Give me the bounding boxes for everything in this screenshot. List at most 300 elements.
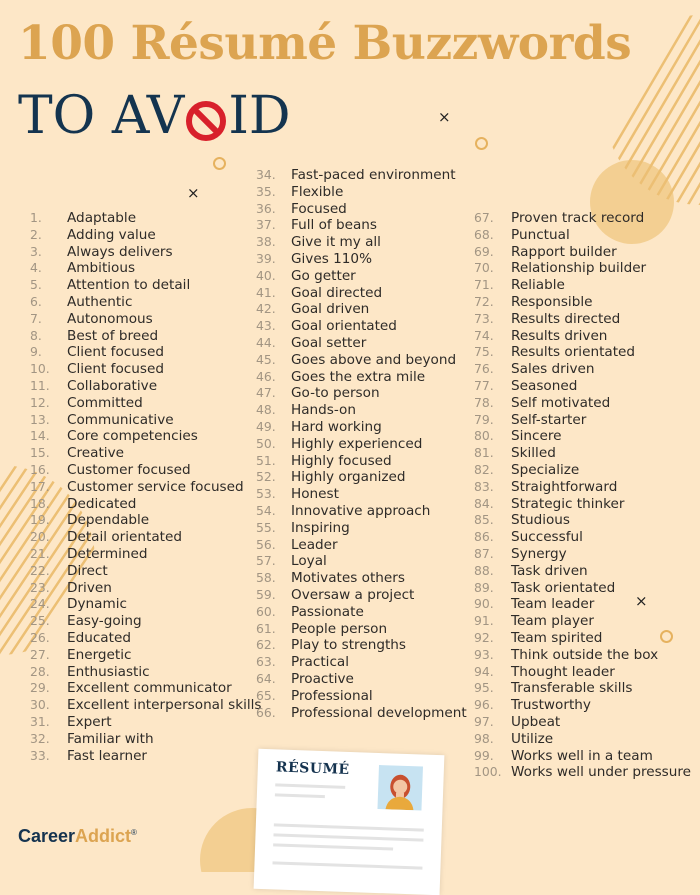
- item-number: 15.: [30, 445, 50, 461]
- buzzword-item: [30, 244, 261, 261]
- item-text: Direct: [67, 562, 108, 579]
- item-number: 62.: [256, 637, 276, 653]
- item-text: Familiar with: [67, 730, 154, 747]
- item-number: 19.: [30, 512, 50, 528]
- item-text: Goes the extra mile: [291, 368, 426, 385]
- buzzword-item: [256, 419, 467, 436]
- item-number: 91.: [474, 613, 494, 629]
- item-number: 44.: [256, 334, 276, 350]
- item-number: 70.: [474, 260, 494, 276]
- item-number: 30.: [30, 697, 50, 713]
- buzzword-item: [30, 260, 261, 277]
- item-number: 39.: [256, 250, 276, 266]
- buzzword-item: [474, 294, 691, 311]
- item-number: 13.: [30, 411, 50, 427]
- buzzword-item: [474, 428, 691, 445]
- buzzword-item: [30, 210, 261, 227]
- buzzword-item: [256, 251, 467, 268]
- item-number: 100.: [474, 764, 502, 780]
- item-number: 63.: [256, 654, 276, 670]
- item-text: Professional: [291, 687, 373, 704]
- buzzword-item: [30, 277, 261, 294]
- buzzword-item: [256, 688, 467, 705]
- item-number: 50.: [256, 435, 276, 451]
- buzzword-item: [256, 301, 467, 318]
- item-text: Specialize: [511, 461, 580, 478]
- buzzword-item: [256, 402, 467, 419]
- buzzword-item: [474, 210, 691, 227]
- item-text: Proven track record: [511, 210, 645, 226]
- item-text: Dedicated: [67, 495, 137, 512]
- buzzword-item: [474, 412, 691, 429]
- buzzword-item: [474, 680, 691, 697]
- item-number: 41.: [256, 284, 276, 300]
- item-number: 29.: [30, 680, 50, 696]
- item-text: Punctual: [511, 226, 570, 243]
- buzzword-item: [474, 664, 691, 681]
- item-number: 57.: [256, 553, 276, 569]
- item-number: 99.: [474, 747, 494, 763]
- buzzword-item: [256, 335, 467, 352]
- item-text: Attention to detail: [67, 277, 191, 294]
- buzzword-item: [30, 412, 261, 429]
- item-text: Expert: [67, 713, 112, 730]
- buzzword-item: [30, 479, 261, 496]
- resume-line: [273, 843, 393, 850]
- item-text: Detail orientated: [67, 529, 183, 546]
- item-text: Customer service focused: [67, 478, 244, 495]
- item-number: 67.: [474, 210, 494, 225]
- item-text: Seasoned: [511, 377, 578, 394]
- item-number: 51.: [256, 452, 276, 468]
- item-number: 81.: [474, 445, 494, 461]
- buzzword-item: [30, 462, 261, 479]
- cross-decoration: ×: [187, 184, 200, 202]
- buzzword-item: [474, 328, 691, 345]
- item-number: 9.: [30, 344, 42, 360]
- item-text: Leader: [291, 536, 338, 553]
- item-number: 61.: [256, 620, 276, 636]
- item-text: Practical: [291, 654, 350, 671]
- item-number: 95.: [474, 680, 494, 696]
- item-text: Straightforward: [511, 478, 618, 495]
- item-text: Task driven: [511, 562, 588, 579]
- item-number: 4.: [30, 260, 42, 276]
- item-number: 31.: [30, 713, 50, 729]
- item-number: 94.: [474, 663, 494, 679]
- item-text: Inspiring: [291, 519, 350, 536]
- buzzword-list-column-1: [30, 210, 261, 764]
- careeraddict-logo: CareerAddict®: [18, 826, 137, 846]
- item-text: Results directed: [511, 310, 621, 327]
- item-number: 77.: [474, 377, 494, 393]
- item-number: 17.: [30, 478, 50, 494]
- item-number: 66.: [256, 704, 276, 720]
- buzzword-item: [256, 436, 467, 453]
- item-number: 47.: [256, 385, 276, 401]
- item-number: 71.: [474, 277, 494, 293]
- item-text: Adding value: [67, 226, 156, 243]
- subtitle-text-start: TO AV: [18, 86, 185, 146]
- buzzword-item: [256, 469, 467, 486]
- item-number: 22.: [30, 562, 50, 578]
- buzzword-item: [474, 613, 691, 630]
- item-number: 35.: [256, 183, 276, 199]
- buzzword-item: [30, 428, 261, 445]
- item-number: 28.: [30, 663, 50, 679]
- item-number: 64.: [256, 670, 276, 686]
- item-text: Excellent communicator: [67, 680, 232, 697]
- buzzword-item: [474, 580, 691, 597]
- item-text: Client focused: [67, 361, 164, 378]
- buzzword-item: [256, 537, 467, 554]
- item-text: Collaborative: [67, 377, 158, 394]
- item-text: Proactive: [291, 670, 354, 687]
- buzzword-item: [256, 553, 467, 570]
- item-text: People person: [291, 620, 388, 637]
- buzzword-item: [256, 234, 467, 251]
- item-text: Studious: [511, 512, 570, 529]
- item-number: 74.: [474, 327, 494, 343]
- item-number: 42.: [256, 301, 276, 317]
- item-number: 90.: [474, 596, 494, 612]
- item-text: Responsible: [511, 293, 593, 310]
- item-number: 60.: [256, 603, 276, 619]
- buzzword-item: [474, 529, 691, 546]
- buzzword-item: [256, 671, 467, 688]
- buzzword-item: [474, 260, 691, 277]
- item-number: 34.: [256, 167, 276, 182]
- item-number: 20.: [30, 529, 50, 545]
- buzzword-item: [256, 184, 467, 201]
- cross-decoration: ×: [438, 108, 451, 126]
- item-text: Results driven: [511, 327, 608, 344]
- item-text: Relationship builder: [511, 260, 647, 277]
- item-number: 36.: [256, 200, 276, 216]
- buzzword-item: [256, 637, 467, 654]
- buzzword-item: [30, 328, 261, 345]
- item-number: 59.: [256, 586, 276, 602]
- item-text: Play to strengths: [291, 637, 406, 654]
- item-number: 54.: [256, 502, 276, 518]
- item-text: Flexible: [291, 183, 344, 200]
- item-number: 82.: [474, 461, 494, 477]
- item-text: Go getter: [291, 267, 356, 284]
- buzzword-item: [30, 563, 261, 580]
- item-text: Oversaw a project: [291, 586, 415, 603]
- item-number: 1.: [30, 210, 42, 225]
- item-text: Give it my all: [291, 234, 381, 251]
- item-number: 85.: [474, 512, 494, 528]
- item-number: 79.: [474, 411, 494, 427]
- item-text: Trustworthy: [511, 697, 591, 714]
- item-number: 23.: [30, 579, 50, 595]
- item-text: Utilize: [511, 730, 554, 747]
- item-text: Core competencies: [67, 428, 198, 445]
- item-number: 52.: [256, 469, 276, 485]
- page-title: 100 Résumé Buzzwords: [18, 16, 632, 71]
- item-text: Determined: [67, 545, 148, 562]
- item-text: Innovative approach: [291, 502, 431, 519]
- item-number: 87.: [474, 545, 494, 561]
- buzzword-item: [474, 697, 691, 714]
- item-number: 76.: [474, 361, 494, 377]
- resume-line: [275, 793, 325, 798]
- item-number: 25.: [30, 613, 50, 629]
- item-text: Communicative: [67, 411, 174, 428]
- buzzword-item: [256, 503, 467, 520]
- item-text: Focused: [291, 200, 347, 217]
- item-text: Professional development: [291, 704, 467, 721]
- item-text: Motivates others: [291, 570, 405, 587]
- item-text: Customer focused: [67, 461, 191, 478]
- item-text: Reliable: [511, 277, 565, 294]
- item-text: Thought leader: [511, 663, 615, 680]
- item-number: 89.: [474, 579, 494, 595]
- buzzword-item: [474, 764, 691, 781]
- buzzword-item: [256, 570, 467, 587]
- item-text: Goal setter: [291, 334, 367, 351]
- ring-decoration: [475, 137, 488, 150]
- buzzword-item: [30, 529, 261, 546]
- buzzword-item: [474, 546, 691, 563]
- item-text: Works well under pressure: [511, 764, 692, 781]
- item-number: 33.: [30, 747, 50, 763]
- item-text: Self motivated: [511, 394, 611, 411]
- item-number: 48.: [256, 402, 276, 418]
- item-number: 73.: [474, 310, 494, 326]
- item-text: Transferable skills: [511, 680, 633, 697]
- item-number: 53.: [256, 486, 276, 502]
- item-text: Ambitious: [67, 260, 136, 277]
- buzzword-item: [474, 592, 691, 613]
- buzzword-item: [30, 748, 261, 765]
- item-text: Goal orientated: [291, 318, 397, 335]
- item-number: 11.: [30, 377, 50, 393]
- item-text: Driven: [67, 579, 112, 596]
- buzzword-item: [474, 361, 691, 378]
- item-text: Highly organized: [291, 469, 406, 486]
- item-number: 12.: [30, 394, 50, 410]
- buzzword-item: [474, 344, 691, 361]
- item-text: Go-to person: [291, 385, 380, 402]
- item-number: 72.: [474, 293, 494, 309]
- item-text: Sales driven: [511, 361, 595, 378]
- item-number: 43.: [256, 318, 276, 334]
- item-number: 2.: [30, 226, 42, 242]
- buzzword-item: [256, 453, 467, 470]
- item-text: Energetic: [67, 646, 132, 663]
- buzzword-item: [30, 294, 261, 311]
- buzzword-item: [474, 378, 691, 395]
- resume-line: [275, 783, 345, 788]
- item-number: 16.: [30, 461, 50, 477]
- item-text: Enthusiastic: [67, 663, 150, 680]
- item-text: Gives 110%: [291, 250, 372, 267]
- item-number: 5.: [30, 277, 42, 293]
- item-number: 56.: [256, 536, 276, 552]
- buzzword-item: [30, 395, 261, 412]
- buzzword-item: [256, 654, 467, 671]
- item-text: Upbeat: [511, 713, 561, 730]
- item-number: 58.: [256, 570, 276, 586]
- item-text: Creative: [67, 445, 124, 462]
- item-text: Sincere: [511, 428, 562, 445]
- buzzword-item: [30, 697, 261, 714]
- buzzword-item: [30, 714, 261, 731]
- item-text: Skilled: [511, 445, 556, 462]
- buzzword-item: [256, 520, 467, 537]
- buzzword-item: [256, 217, 467, 234]
- item-text: Team player: [511, 613, 594, 630]
- item-text: Dynamic: [67, 596, 127, 613]
- item-number: 98.: [474, 730, 494, 746]
- item-number: 92.: [474, 629, 494, 645]
- item-number: 78.: [474, 394, 494, 410]
- buzzword-item: [30, 630, 261, 647]
- item-text: Fast learner: [67, 747, 148, 764]
- item-number: 65.: [256, 687, 276, 703]
- resume-line: [273, 833, 423, 841]
- item-text: Client focused: [67, 344, 164, 361]
- item-text: Loyal: [291, 553, 327, 570]
- buzzword-item: [256, 167, 467, 184]
- resume-line: [272, 861, 422, 869]
- item-text: Strategic thinker: [511, 495, 625, 512]
- item-number: 55.: [256, 519, 276, 535]
- buzzword-item: [30, 546, 261, 563]
- buzzword-item: [474, 479, 691, 496]
- item-number: 93.: [474, 646, 494, 662]
- buzzword-item: [256, 369, 467, 386]
- ring-decoration: [213, 157, 226, 170]
- buzzword-item: [30, 445, 261, 462]
- item-number: 10.: [30, 361, 50, 377]
- buzzword-item: [256, 587, 467, 604]
- item-text: Easy-going: [67, 613, 142, 630]
- item-text: Passionate: [291, 603, 364, 620]
- page-subtitle: [18, 86, 291, 146]
- buzzword-item: [30, 378, 261, 395]
- item-number: 18.: [30, 495, 50, 511]
- buzzword-item: [256, 268, 467, 285]
- resume-card: [254, 749, 445, 895]
- item-number: 86.: [474, 529, 494, 545]
- person-avatar-icon: [377, 765, 423, 811]
- item-text: Best of breed: [67, 327, 159, 344]
- buzzword-item: [30, 227, 261, 244]
- buzzword-item: [474, 395, 691, 412]
- item-text: Hands-on: [291, 402, 356, 419]
- item-text: Excellent interpersonal skills: [67, 697, 262, 714]
- item-text: Team leader: [511, 596, 595, 613]
- item-number: 8.: [30, 327, 42, 343]
- item-text: Hard working: [291, 418, 382, 435]
- buzzword-item: [30, 680, 261, 697]
- item-number: 45.: [256, 351, 276, 367]
- buzzword-item: [256, 705, 467, 722]
- item-number: 97.: [474, 713, 494, 729]
- item-text: Team spirited: [511, 629, 603, 646]
- item-text: Educated: [67, 629, 131, 646]
- buzzword-item: [30, 596, 261, 613]
- item-text: Rapport builder: [511, 243, 617, 260]
- buzzword-item: [474, 311, 691, 328]
- item-number: 75.: [474, 344, 494, 360]
- item-number: 26.: [30, 629, 50, 645]
- item-text: Goal driven: [291, 301, 370, 318]
- item-text: Synergy: [511, 545, 567, 562]
- item-text: Honest: [291, 486, 339, 503]
- item-number: 40.: [256, 267, 276, 283]
- item-number: 14.: [30, 428, 50, 444]
- item-text: Autonomous: [67, 310, 153, 327]
- item-text: Goes above and beyond: [291, 351, 457, 368]
- item-text: Authentic: [67, 293, 133, 310]
- item-text: Works well in a team: [511, 747, 653, 764]
- item-text: Self-starter: [511, 411, 587, 428]
- resume-card-title: RÉSUMÉ: [275, 759, 350, 778]
- buzzword-item: [474, 496, 691, 513]
- item-text: Highly experienced: [291, 435, 423, 452]
- item-text: Committed: [67, 394, 143, 411]
- item-number: 24.: [30, 596, 50, 612]
- buzzword-item: [474, 512, 691, 529]
- buzzword-item: [474, 630, 691, 647]
- item-number: 21.: [30, 545, 50, 561]
- item-number: 6.: [30, 293, 42, 309]
- buzzword-item: [256, 201, 467, 218]
- buzzword-item: [256, 621, 467, 638]
- item-text: Think outside the box: [511, 646, 659, 663]
- item-number: 68.: [474, 226, 494, 242]
- item-number: 37.: [256, 217, 276, 233]
- buzzword-item: [30, 311, 261, 328]
- subtitle-text-end: ID: [228, 86, 291, 146]
- item-number: 27.: [30, 646, 50, 662]
- item-text: Task orientated: [511, 579, 616, 596]
- item-number: 38.: [256, 234, 276, 250]
- buzzword-item: [30, 647, 261, 664]
- buzzword-item: [256, 486, 467, 503]
- buzzword-item: [474, 445, 691, 462]
- buzzword-item: [474, 647, 691, 664]
- buzzword-item: [30, 496, 261, 513]
- buzzword-item: [30, 664, 261, 681]
- item-text: Fast-paced environment: [291, 167, 456, 183]
- item-text: Goal directed: [291, 284, 383, 301]
- item-text: Highly focused: [291, 452, 392, 469]
- item-number: 88.: [474, 562, 494, 578]
- buzzword-item: [474, 731, 691, 748]
- item-number: 46.: [256, 368, 276, 384]
- item-text: Successful: [511, 529, 583, 546]
- buzzword-item: [256, 352, 467, 369]
- item-number: 7.: [30, 310, 42, 326]
- item-text: Always delivers: [67, 243, 173, 260]
- item-number: 83.: [474, 478, 494, 494]
- item-number: 80.: [474, 428, 494, 444]
- buzzword-item: [30, 580, 261, 597]
- item-number: 49.: [256, 418, 276, 434]
- cross-decoration: ×: [635, 592, 648, 610]
- item-number: 3.: [30, 243, 42, 259]
- buzzword-item: [474, 227, 691, 244]
- buzzword-item: [30, 731, 261, 748]
- buzzword-item: [256, 318, 467, 335]
- buzzword-item: [256, 285, 467, 302]
- item-number: 32.: [30, 730, 50, 746]
